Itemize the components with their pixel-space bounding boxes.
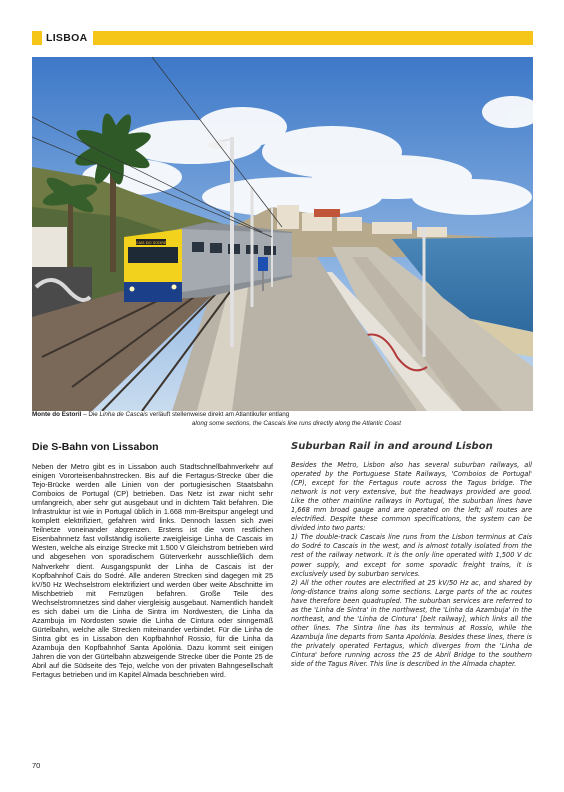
caption-english: along some sections, the Cascais line runs directly along the Atlantic Coast bbox=[191, 419, 401, 427]
english-paragraph-1: Besides the Metro, Lisbon also has several suburban railways, all operated by the Portuguese State Railways, 'Comboios de Portugal' (CP), except for the Fertagus route across the Tagus bridge. The network is not very extensive, but the headways provided are good. Like the other mainline railways in Portugal, the suburban lines have 1,668 mm broad gauge and are operated on the left; all routes are electrified. Despite these common specifications, the system can be divided into two parts: bbox=[291, 461, 532, 533]
english-paragraph-2: 1) The double-track Cascais line runs from the Lisbon terminus at Cais do Sodré to Cascais in the west, and is almost totally isolated from the rest of the railway network. It is the only line operated with 1,500 V dc power supply, and except for some sporadic freight trains, it is exclusively used by suburban services. bbox=[291, 533, 532, 578]
caption-place: Monte do Estoril bbox=[32, 411, 82, 418]
photo-monte-do-estoril bbox=[32, 57, 533, 411]
section-marker bbox=[32, 31, 42, 45]
section-label: LISBOA bbox=[46, 32, 88, 44]
red-roofs bbox=[314, 209, 340, 217]
caption-german bbox=[32, 411, 533, 420]
caption-de-pre: – Die bbox=[81, 411, 100, 418]
photo-caption bbox=[32, 411, 533, 428]
pedestrian-sign bbox=[258, 257, 268, 271]
german-body bbox=[32, 462, 273, 679]
section-header-bar bbox=[32, 31, 533, 45]
german-paragraph: Neben der Metro gibt es in Lissabon auch Stadtschnellbahnverkehr auf einigen Vororteisenbahnstrecken. Bis auf die Fertagus-Strecke über die Tejo-Brücke werden alle Linien von der portugiesischen Staatsbahn Comboios de Portugal (CP) betrieben. Das Netz ist zwar nicht sehr umfangreich, aber sehr gut ausgebaut und in dichtem Takt befahren. Die Infrastruktur ist wie in Portugal üblich in 1.668 mm-Breitspur angelegt und komplett elektrifiziert, gefahren wird links. Dennoch lassen sich zwei Teilnetze voneinander abgrenzen. Erstens ist die vom restlichen Eisenbahnnetz fast vollständig isolierte zweigleisige Linha de Cascais im Westen, welche als einzige Strecke mit 1.500 V Gleichstrom betrieben wird und abgesehen von sporadischem Güterverkehr ausschließlich dem Nahverkehr dient. Ausgangspunkt der Linha de Cascais ist der Kopfbahnhof Cais do Sodré. Alle anderen Strecken sind dagegen mit 25 kV/50 Hz Wechselstrom elektrifiziert und werden über weite Abschnitte im Mischbetrieb mit Fernzügen befahren. Große Teile des Wechselstromnetzes sind daher viergleisig ausgebaut. Namentlich handelt es sich dabei um die Linha de Sintra im Nordwesten, die Linha da Azambuja im Nordosten sowie die Linha de Cintura oder sinngemäß Gürtelbahn, welche alle Strecken miteinander verbindet. Für die Linha de Sintra gibt es in Lissabon den Kopfbahnhof Rossio, für die Linha da Azambuja den Kopfbahnhof Santa Apolónia. Dazu kommt seit einigen Jahren die von der Gürtelbahn abzweigende Strecke über die Ponte 25 de Abril auf die Südseite des Tejo, welche von der privaten Bahngesellschaft Fertagus betrieben und im Kapitel Almada beschrieben wird. bbox=[32, 462, 273, 680]
train-destination-sign: CAIS DO SODRÉ bbox=[135, 240, 167, 245]
section-header bbox=[32, 31, 93, 45]
english-heading: Suburban Rail in and around Lisbon bbox=[291, 441, 493, 452]
english-body bbox=[291, 461, 532, 669]
english-column bbox=[291, 441, 532, 669]
caption-de-italic: Linha de Cascais bbox=[99, 411, 148, 418]
german-column bbox=[32, 441, 273, 679]
page-number: 70 bbox=[32, 761, 41, 770]
german-heading: Die S-Bahn von Lissabon bbox=[32, 441, 159, 453]
english-paragraph-3: 2) All the other routes are electrified at 25 kV/50 Hz ac, and shared by long-distance trains along some sections. Large parts of the ac routes have therefore been quadrupled. The suburban services are referred to as the 'Linha de Sintra' in the northwest, the 'Linha da Azambuja' in the northeast, and the 'Linha de Cintura' [belt railway], which links all the other lines. The Sintra line has its terminus at Rossio, while the Azambuja line departs from Santa Apolónia. Besides these lines, there is the privately operated Fertagus, which diverges from the 'Linha de Cintura' before running across the 25 de Abril Bridge to the southern side of the Tagus River. This line is described in the Almada chapter. bbox=[291, 578, 532, 669]
caption-de-post: verläuft stellenweise direkt am Atlantikufer entlang bbox=[147, 411, 290, 418]
